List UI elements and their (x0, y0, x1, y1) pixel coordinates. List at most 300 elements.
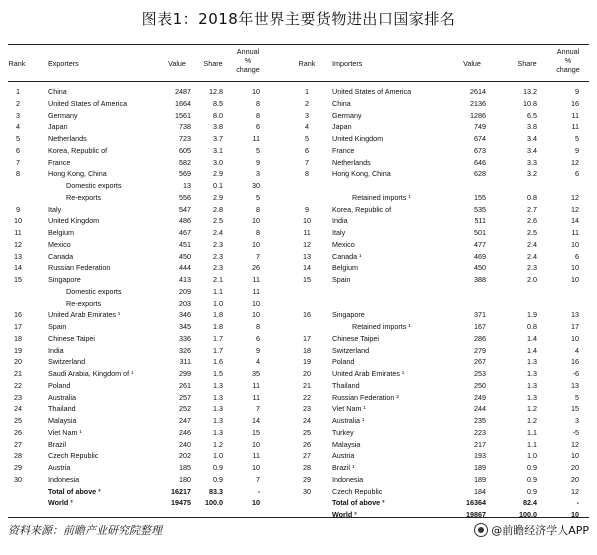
importer-row (8, 357, 589, 366)
change-cell: 3 (256, 169, 260, 179)
country-cell: Japan (332, 122, 352, 132)
share-cell: 2.5 (527, 228, 537, 237)
change-cell: 8 (256, 110, 260, 120)
importer-row (8, 346, 589, 355)
value-cell: 189 (474, 474, 486, 484)
rank-cell: 1 (305, 87, 309, 96)
share-cell: 0.9 (213, 463, 223, 472)
country-cell: Belgium (332, 263, 358, 273)
value-cell: 223 (474, 427, 486, 437)
country-cell: United Arab Emirates ¹ (332, 369, 405, 378)
change-cell: 10 (571, 239, 579, 249)
share-cell: 3.4 (527, 145, 537, 155)
value-cell: 569 (179, 169, 191, 179)
change-cell: 35 (252, 369, 260, 378)
importer-row (8, 169, 589, 178)
rank-cell: 15 (14, 275, 22, 284)
value-cell: 1561 (175, 110, 191, 120)
share-cell: 1.1 (527, 427, 537, 437)
value-cell: 371 (474, 310, 486, 320)
value-cell: 155 (474, 192, 486, 202)
header-change-line3: change (236, 65, 260, 74)
share-cell: 1.3 (527, 357, 537, 367)
rank-cell: 10 (14, 216, 22, 226)
rank-cell: 15 (303, 275, 311, 284)
value-cell: 738 (179, 122, 191, 132)
rank-cell: 21 (303, 380, 311, 390)
country-cell: Spain (332, 275, 351, 284)
value-cell: 249 (474, 392, 486, 402)
value-cell: 605 (179, 145, 191, 155)
change-cell: 5 (575, 134, 579, 143)
country-cell: Domestic exports (66, 286, 122, 296)
rank-cell: 23 (14, 392, 22, 402)
rank-cell: 26 (14, 427, 22, 437)
header-value-importers: Value (463, 59, 481, 68)
share-cell: 0.9 (527, 486, 537, 496)
share-cell: 2.8 (213, 204, 223, 214)
share-cell: 1.9 (527, 310, 537, 320)
change-cell: 11 (252, 275, 260, 284)
country-cell: Hong Kong, China (48, 169, 107, 179)
share-cell: 1.4 (527, 333, 537, 343)
change-cell: 6 (575, 251, 579, 261)
change-cell: 20 (571, 474, 579, 484)
share-cell: 1.3 (213, 380, 223, 390)
country-cell: Malaysia (332, 439, 361, 449)
header-change-exporters (233, 47, 263, 74)
share-cell: 1.3 (527, 380, 537, 390)
rank-cell: 6 (305, 145, 309, 155)
change-cell: 9 (256, 157, 260, 167)
value-cell: 556 (179, 192, 191, 202)
value-cell: 749 (474, 122, 486, 132)
change-cell: 13 (571, 380, 579, 390)
country-cell: United Kingdom (332, 134, 384, 143)
share-cell: 1.0 (213, 451, 223, 461)
rank-cell: 27 (303, 451, 311, 461)
change-cell: 5 (575, 392, 579, 402)
value-cell: 467 (179, 228, 191, 237)
value-cell: 413 (179, 275, 191, 284)
brand-logo-icon (474, 523, 488, 537)
rank-cell: 4 (16, 122, 20, 132)
change-cell: 7 (256, 251, 260, 261)
change-cell: 9 (575, 87, 579, 96)
value-cell: 267 (474, 357, 486, 367)
value-cell: 326 (179, 345, 191, 355)
rank-cell: 27 (14, 439, 22, 449)
value-cell: 180 (179, 474, 191, 484)
rank-cell: 2 (16, 98, 20, 108)
change-cell: 11 (571, 110, 579, 120)
value-cell: 444 (179, 263, 191, 273)
value-cell: 19867 (466, 510, 486, 519)
value-cell: 2487 (175, 87, 191, 96)
country-cell: China (332, 98, 351, 108)
country-cell: Domestic exports (66, 181, 122, 190)
importer-row (8, 451, 589, 460)
change-cell: 9 (575, 145, 579, 155)
value-cell: 547 (179, 204, 191, 214)
change-cell: 4 (575, 345, 579, 355)
rank-cell: 18 (14, 333, 22, 343)
header-rank-exporters: Rank (8, 59, 26, 68)
importer-row (8, 487, 589, 496)
change-cell: -6 (572, 369, 579, 378)
header-share-importers: Share (517, 59, 537, 68)
rank-cell: 7 (16, 157, 20, 167)
importer-row (8, 228, 589, 237)
share-cell: 12.8 (209, 87, 223, 96)
value-cell: 252 (179, 404, 191, 414)
value-cell: 674 (474, 134, 486, 143)
change-cell: 12 (571, 204, 579, 214)
rank-cell: 9 (16, 204, 20, 214)
rank-cell: 26 (303, 439, 311, 449)
importer-row (8, 381, 589, 390)
change-cell: 10 (252, 216, 260, 226)
rank-cell: 29 (303, 474, 311, 484)
country-cell: United States of America (48, 98, 128, 108)
change-cell: 26 (252, 263, 260, 273)
rank-cell: 23 (303, 404, 311, 414)
change-cell: 7 (256, 404, 260, 414)
header-rank-importers: Rank (298, 59, 316, 68)
country-cell: Mexico (48, 239, 71, 249)
header-change-line3: change (556, 65, 580, 74)
rank-cell: 19 (303, 357, 311, 367)
rank-cell: 22 (14, 380, 22, 390)
country-cell: Re-exports (66, 298, 102, 308)
header-importers: Importers (332, 59, 363, 68)
value-cell: 336 (179, 333, 191, 343)
country-cell: Brazil ¹ (332, 463, 355, 472)
rank-cell: 11 (303, 228, 311, 237)
importer-row (8, 393, 589, 402)
country-cell: Total of above ³ (332, 498, 385, 508)
change-cell: 14 (571, 216, 579, 226)
change-cell: 16 (571, 357, 579, 367)
share-cell: 6.5 (527, 110, 537, 120)
importer-row (8, 263, 589, 272)
share-cell: 0.9 (527, 463, 537, 472)
header-share-exporters: Share (203, 59, 223, 68)
country-cell: Belgium (48, 228, 74, 237)
value-cell: 388 (474, 275, 486, 284)
value-cell: 1286 (470, 110, 486, 120)
value-cell: 286 (474, 333, 486, 343)
share-cell: 1.0 (213, 298, 223, 308)
importer-row (8, 334, 589, 343)
share-cell: 1.3 (527, 369, 537, 378)
share-cell: 10.8 (523, 98, 537, 108)
share-cell: 2.6 (527, 216, 537, 226)
importer-row (8, 205, 589, 214)
value-cell: 450 (179, 251, 191, 261)
share-cell: 1.5 (213, 369, 223, 378)
value-cell: 450 (474, 263, 486, 273)
value-cell: 244 (474, 404, 486, 414)
country-cell: Canada (48, 251, 74, 261)
importer-row (8, 404, 589, 413)
share-cell: 1.2 (213, 439, 223, 449)
share-cell: 1.8 (213, 310, 223, 320)
importer-row (8, 146, 589, 155)
country-cell: United Kingdom (48, 216, 100, 226)
value-cell: 501 (474, 228, 486, 237)
rank-cell: 9 (305, 204, 309, 214)
change-cell: 14 (252, 416, 260, 425)
change-cell: 10 (252, 498, 260, 508)
change-cell: 8 (256, 228, 260, 237)
country-cell: Switzerland (332, 345, 370, 355)
country-cell: Austria (48, 463, 71, 472)
share-cell: 1.3 (527, 392, 537, 402)
rank-cell: 20 (14, 357, 22, 367)
importer-row (8, 463, 589, 472)
country-cell: Canada ¹ (332, 251, 362, 261)
share-cell: 3.1 (213, 145, 223, 155)
change-cell: 11 (252, 380, 260, 390)
country-cell: China (48, 87, 67, 96)
header-change-line1: Annual (236, 47, 260, 56)
change-cell: 10 (252, 439, 260, 449)
value-cell: 535 (474, 204, 486, 214)
country-cell: United Arab Emirates ¹ (48, 310, 121, 320)
value-cell: 16364 (466, 498, 486, 508)
share-cell: 1.2 (527, 416, 537, 425)
country-cell: Austria (332, 451, 355, 461)
change-cell: 6 (256, 333, 260, 343)
value-cell: 646 (474, 157, 486, 167)
rank-cell: 3 (305, 110, 309, 120)
country-cell: Saudi Arabia, Kingdom of ¹ (48, 369, 134, 378)
country-cell: Chinese Taipei (332, 333, 380, 343)
rank-cell: 20 (303, 369, 311, 378)
change-cell: 10 (252, 87, 260, 96)
rank-cell: 30 (14, 474, 22, 484)
country-cell: France (332, 145, 355, 155)
change-cell: 17 (571, 322, 579, 331)
value-cell: 250 (474, 380, 486, 390)
change-cell: 6 (256, 122, 260, 132)
country-cell: Netherlands (48, 134, 87, 143)
change-cell: 5 (256, 192, 260, 202)
share-cell: 2.3 (213, 239, 223, 249)
table-header (8, 47, 589, 82)
country-cell: Indonesia (48, 474, 80, 484)
country-cell: World ³ (48, 498, 73, 508)
trade-ranking-table (8, 44, 589, 518)
share-cell: 2.0 (527, 275, 537, 284)
change-cell: 10 (571, 275, 579, 284)
importer-row (8, 498, 589, 507)
change-cell: - (257, 486, 260, 496)
value-cell: 477 (474, 239, 486, 249)
country-cell: Singapore (48, 275, 81, 284)
change-cell: 11 (571, 122, 579, 132)
value-cell: 486 (179, 216, 191, 226)
country-cell: Russian Federation ² (332, 392, 399, 402)
rank-cell: 3 (16, 110, 20, 120)
value-cell: 13 (183, 181, 191, 190)
country-cell: Turkey (332, 427, 354, 437)
importer-row (8, 275, 589, 284)
source-note: 资料来源：前瞻产业研究院整理 (8, 524, 162, 537)
importer-row (8, 310, 589, 319)
change-cell: 12 (571, 439, 579, 449)
importer-row (8, 193, 589, 202)
change-cell: 11 (252, 286, 260, 296)
importer-row (8, 322, 589, 331)
share-cell: 1.7 (213, 345, 223, 355)
country-cell: France (48, 157, 71, 167)
value-cell: 189 (474, 463, 486, 472)
rank-cell: 14 (14, 263, 22, 273)
importer-row (8, 416, 589, 425)
share-cell: 2.4 (527, 251, 537, 261)
change-cell: 8 (256, 322, 260, 331)
country-cell: Spain (48, 322, 67, 331)
change-cell: 12 (571, 192, 579, 202)
share-cell: 3.8 (527, 122, 537, 132)
country-cell: Mexico (332, 239, 355, 249)
change-cell: 15 (252, 427, 260, 437)
share-cell: 3.2 (527, 169, 537, 179)
header-value-exporters: Value (168, 59, 186, 68)
share-cell: 2.7 (527, 204, 537, 214)
country-cell: Poland (332, 357, 355, 367)
value-cell: 345 (179, 322, 191, 331)
value-cell: 346 (179, 310, 191, 320)
rank-cell: 8 (16, 169, 20, 179)
brand-label (474, 522, 589, 538)
rank-cell: 19 (14, 345, 22, 355)
country-cell: World ³ (332, 510, 357, 519)
share-cell: 3.8 (213, 122, 223, 132)
change-cell: 10 (252, 298, 260, 308)
change-cell: 12 (571, 486, 579, 496)
country-cell: Italy (48, 204, 62, 214)
value-cell: 247 (179, 416, 191, 425)
value-cell: 235 (474, 416, 486, 425)
rank-cell: 18 (303, 345, 311, 355)
exporter-row (8, 287, 589, 296)
share-cell: 100.0 (205, 498, 223, 508)
rank-cell: 25 (303, 427, 311, 437)
change-cell: 10 (571, 263, 579, 273)
share-cell: 0.9 (213, 474, 223, 484)
change-cell: 11 (252, 134, 260, 143)
change-cell: -5 (572, 427, 579, 437)
importer-row (8, 134, 589, 143)
value-cell: 202 (179, 451, 191, 461)
value-cell: 279 (474, 345, 486, 355)
importer-row (8, 87, 589, 96)
change-cell: 11 (252, 451, 260, 461)
share-cell: 1.1 (213, 286, 223, 296)
share-cell: 13.2 (523, 87, 537, 96)
share-cell: 82.4 (523, 498, 537, 508)
rank-cell: 25 (14, 416, 22, 425)
country-cell: Viet Nam ¹ (48, 427, 82, 437)
rank-cell: 12 (303, 239, 311, 249)
change-cell: 16 (571, 98, 579, 108)
country-cell: Netherlands (332, 157, 371, 167)
country-cell: Indonesia (332, 474, 364, 484)
rank-cell: 24 (303, 416, 311, 425)
change-cell: 10 (252, 239, 260, 249)
header-change-line2: % (244, 56, 252, 65)
country-cell: Germany (48, 110, 78, 120)
country-cell: India (48, 345, 64, 355)
change-cell: 11 (252, 392, 260, 402)
share-cell: 2.9 (213, 192, 223, 202)
country-cell: Germany (332, 110, 362, 120)
value-cell: 257 (179, 392, 191, 402)
change-cell: 8 (256, 98, 260, 108)
share-cell: 2.3 (527, 263, 537, 273)
value-cell: 240 (179, 439, 191, 449)
change-cell: - (576, 498, 579, 508)
share-cell: 2.9 (213, 169, 223, 179)
share-cell: 3.7 (213, 134, 223, 143)
country-cell: Italy (332, 228, 346, 237)
importer-row (8, 369, 589, 378)
value-cell: 193 (474, 451, 486, 461)
exporter-row (8, 299, 589, 308)
value-cell: 628 (474, 169, 486, 179)
change-cell: 15 (571, 404, 579, 414)
share-cell: 2.1 (213, 275, 223, 284)
rank-cell: 11 (14, 228, 22, 237)
share-cell: 1.4 (527, 345, 537, 355)
change-cell: 11 (571, 228, 579, 237)
value-cell: 469 (474, 251, 486, 261)
change-cell: 10 (571, 451, 579, 461)
country-cell: Korea, Republic of (332, 204, 392, 214)
importer-row (8, 122, 589, 131)
share-cell: 3.0 (213, 157, 223, 167)
country-cell: Thailand (332, 380, 360, 390)
rank-cell: 5 (16, 134, 20, 143)
share-cell: 2.4 (213, 228, 223, 237)
value-cell: 253 (474, 369, 486, 378)
rank-cell: 16 (14, 310, 22, 320)
country-cell: Japan (48, 122, 68, 132)
importer-row (8, 510, 589, 519)
importer-row (8, 158, 589, 167)
share-cell: 1.2 (527, 404, 537, 414)
rank-cell: 12 (14, 239, 22, 249)
change-cell: 8 (256, 204, 260, 214)
importer-row (8, 240, 589, 249)
share-cell: 0.8 (527, 192, 537, 202)
value-cell: 261 (179, 380, 191, 390)
country-cell: Russian Federation (48, 263, 111, 273)
country-cell: Czech Republic (48, 451, 99, 461)
share-cell: 1.1 (527, 439, 537, 449)
share-cell: 1.3 (213, 427, 223, 437)
rank-cell: 29 (14, 463, 22, 472)
header-change-line2: % (564, 56, 572, 65)
rank-cell: 4 (305, 122, 309, 132)
change-cell: 20 (571, 463, 579, 472)
value-cell: 1664 (175, 98, 191, 108)
country-cell: Switzerland (48, 357, 86, 367)
country-cell: Retained imports ¹ (352, 322, 411, 331)
